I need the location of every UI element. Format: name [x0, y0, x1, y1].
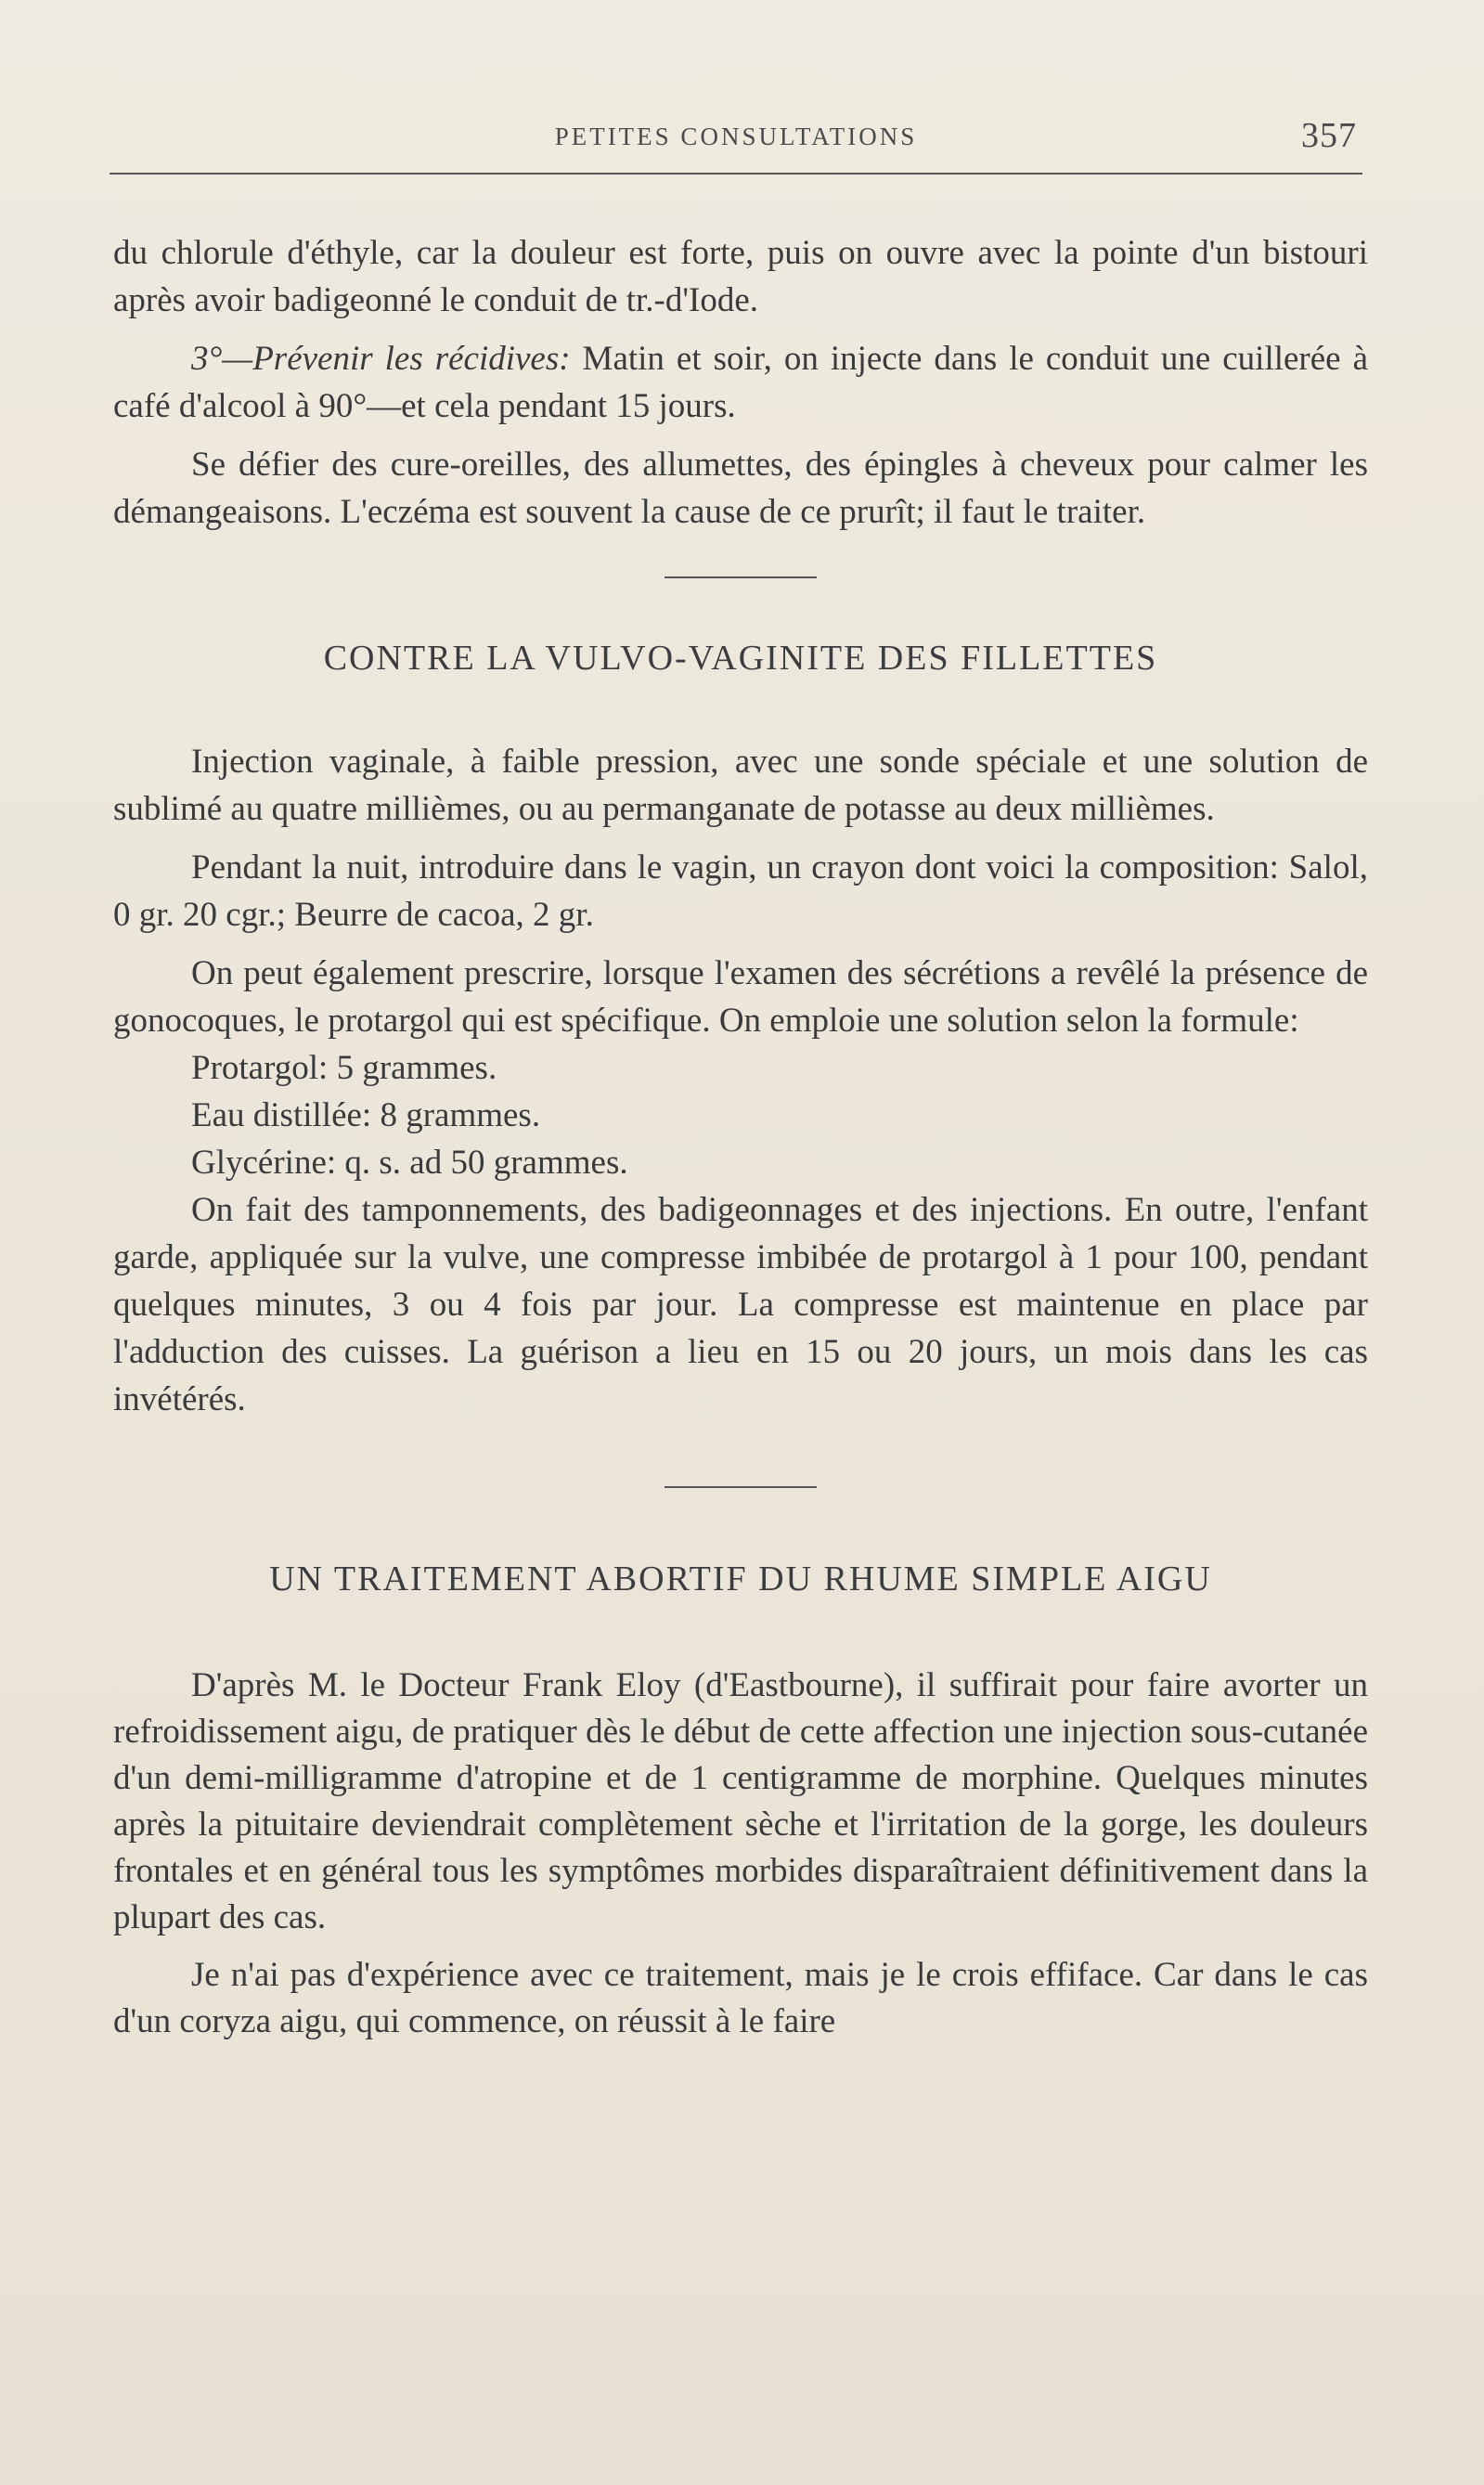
header-rule [110, 173, 1362, 175]
section1-paragraph-2: Pendant la nuit, introduire dans le vagin, un crayon dont voici la composition: Salol, 0 gr. 20 cgr.; Beurre de cacoa, 2 gr. [113, 848, 1368, 934]
recidive-text: Matin et soir, on injecte dans le conduit une cuillerée à café d'alcool à 90°—et cela pendant 15 jours. [113, 340, 1368, 425]
section-body-rhume [113, 1663, 1368, 2045]
section-body-vulvo-vaginite [113, 738, 1368, 1423]
section1-paragraph-3: On peut également prescrire, lorsque l'examen des sécrétions a revêlé la présence de gonocoques, le protargol qui est spécifique. On emploie une solution selon la formule: [113, 954, 1368, 1040]
section2-paragraph-2: Je n'ai pas d'expérience avec ce traitement, mais je le crois effiface. Car dans le cas d'un coryza aigu, qui commence, on réussit à le faire [113, 1956, 1368, 2040]
intro-paragraph-1: du chlorule d'éthyle, car la douleur est forte, puis on ouvre avec la pointe d'un bistouri après avoir badigeonné le conduit de tr.-d'Iode. [113, 234, 1368, 319]
formula-line: Protargol: 5 grammes. [191, 1049, 497, 1087]
intro-paragraph-2 [113, 335, 1368, 430]
intro-paragraph-3: Se défier des cure-oreilles, des allumettes, des épingles à cheveux pour calmer les démangeaisons. L'eczéma est souvent la cause de ce prurît; il faut le traiter. [113, 446, 1368, 531]
section1-paragraph-4: On fait des tamponnements, des badigeonnages et des injections. En outre, l'enfant garde, appliquée sur la vulve, une compresse imbibée de protargol à 1 pour 100, pendant quelques minutes, 3 ou 4 fois par jour. La compresse est maintenue en place par l'adduction des cuisses. La guérison a lieu en 15 ou 20 jours, un mois dans les cas invétérés. [113, 1191, 1368, 1418]
section-title-rhume: UN TRAITEMENT ABORTIF DU RHUME SIMPLE AIGU [269, 1560, 1212, 1598]
running-title: PETITES CONSULTATIONS [554, 123, 918, 150]
formula-line: Glycérine: q. s. ad 50 grammes. [191, 1144, 628, 1182]
section2-paragraph-1: D'après M. le Docteur Frank Eloy (d'Eastbourne), il suffirait pour faire avorter un refroidissement aigu, de pratiquer dès le début de cette affection une injection sous-cutanée d'un demi-milligramme d'atropine et de 1 centigramme de morphine. Quelques minutes après la pituitaire deviendrait complètement sèche et l'irritation de la gorge, les douleurs frontales et en général tous les symptômes morbides disparaîtraient définitivement dans la plupart des cas. [113, 1666, 1368, 1936]
page-content [113, 229, 1368, 2045]
recidive-label: 3°—Prévenir les récidives: [191, 340, 571, 378]
section1-paragraph-1: Injection vaginale, à faible pression, avec une sonde spéciale et une solution de sublimé au quatre millièmes, ou au permanganate de potasse au deux millièmes. [113, 743, 1368, 828]
page-number: 357 [1301, 116, 1357, 155]
section-title-vulvo-vaginite: CONTRE LA VULVO-VAGINITE DES FILLETTES [323, 639, 1158, 678]
section-divider [665, 576, 817, 578]
section-divider [665, 1486, 817, 1488]
running-head [110, 117, 1362, 163]
formula-line: Eau distillée: 8 grammes. [191, 1096, 541, 1134]
